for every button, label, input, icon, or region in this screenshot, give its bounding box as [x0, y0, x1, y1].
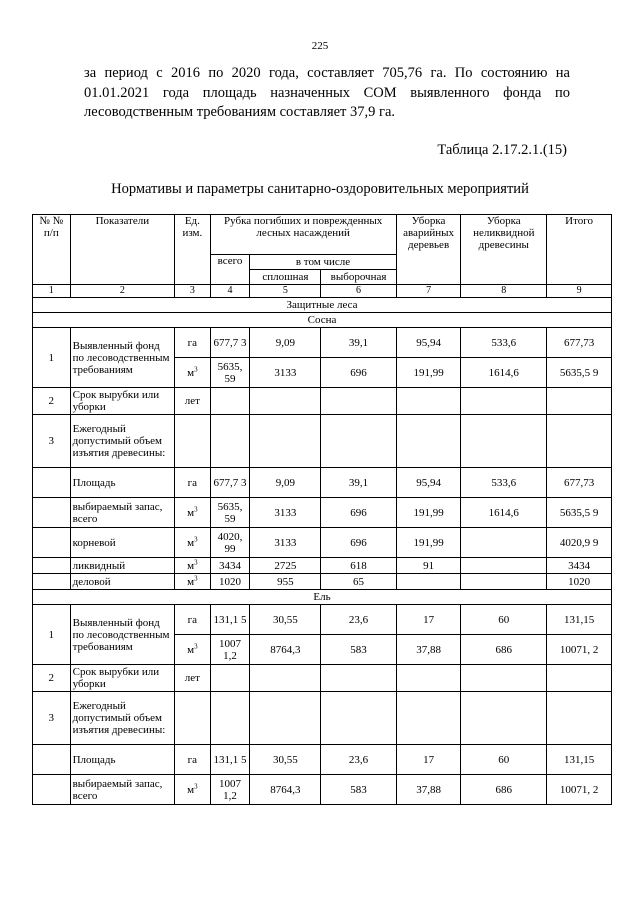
col-number: 8: [461, 285, 547, 298]
row-label: деловой: [70, 574, 175, 590]
value-clear: 3133: [250, 528, 321, 558]
unit: $м^3$: [175, 498, 211, 528]
row-label: выбираемый запас, всего: [70, 775, 175, 805]
table-label: Таблица 2.17.2.1.(15): [437, 142, 567, 158]
header-windfall: Уборка аварийных деревьев: [396, 215, 461, 285]
value-windfall: 91: [396, 558, 461, 574]
value-sum: 1020: [547, 574, 612, 590]
header-total: Итого: [547, 215, 612, 285]
col-number: 7: [396, 285, 461, 298]
row-num: 3: [33, 415, 71, 468]
value-sum: 10071, 2: [547, 635, 612, 665]
row-num: 3: [33, 692, 71, 745]
species-row: Ель: [33, 590, 612, 605]
value-selective: 696: [321, 498, 396, 528]
unit: $м^3$: [175, 358, 211, 388]
value-selective: 39,1: [321, 328, 396, 358]
value-sum: 131,15: [547, 605, 612, 635]
intro-line-2: 01.01.2021 года площадь назначенных СОМ выявленного фонда по: [84, 84, 570, 101]
row-label: Ежегодный допустимый объем изъятия древесины:: [70, 692, 175, 745]
page-number: 225: [311, 40, 329, 52]
row-label: Срок вырубки или уборки: [70, 665, 175, 692]
value-clear: 3133: [250, 498, 321, 528]
value-total: 4020, 99: [210, 528, 250, 558]
value-illiquid: 1614,6: [461, 358, 547, 388]
unit: лет: [175, 388, 211, 415]
unit: га: [175, 468, 211, 498]
value-clear: 30,55: [250, 605, 321, 635]
value-illiquid: 1614,6: [461, 498, 547, 528]
value-total: 5635, 59: [210, 498, 250, 528]
value-total: 131,1 5: [210, 605, 250, 635]
row-label: Выявленный фонд по лесоводственным требованиям: [70, 328, 175, 388]
value-sum: 131,15: [547, 745, 612, 775]
value-sum: 10071, 2: [547, 775, 612, 805]
value-sum: 677,73: [547, 468, 612, 498]
value-selective: 39,1: [321, 468, 396, 498]
value-total: 677,7 3: [210, 468, 250, 498]
col-number: 9: [547, 285, 612, 298]
value-selective: 23,6: [321, 605, 396, 635]
value-selective: 65: [321, 574, 396, 590]
row-num: 1: [33, 328, 71, 388]
data-table: [32, 214, 612, 805]
col-number: 1: [33, 285, 71, 298]
value-illiquid: 533,6: [461, 328, 547, 358]
unit: га: [175, 745, 211, 775]
value-selective: 23,6: [321, 745, 396, 775]
table-title: Нормативы и параметры санитарно-оздоровительных мероприятий: [111, 181, 529, 197]
value-sum: 677,73: [547, 328, 612, 358]
intro-line-3: лесоводственным требованиям составляет 37,9 га.: [84, 104, 396, 120]
value-windfall: 17: [396, 605, 461, 635]
value-total: 1007 1,2: [210, 775, 250, 805]
value-clear: 2725: [250, 558, 321, 574]
unit: га: [175, 328, 211, 358]
value-clear: 9,09: [250, 328, 321, 358]
value-illiquid: [461, 558, 547, 574]
value-illiquid: 60: [461, 605, 547, 635]
value-total: 5635, 59: [210, 358, 250, 388]
value-selective: 696: [321, 358, 396, 388]
row-label: корневой: [70, 528, 175, 558]
col-number: 5: [250, 285, 321, 298]
intro-paragraph: [84, 64, 570, 123]
species-row: Сосна: [33, 313, 612, 328]
col-number: 4: [210, 285, 250, 298]
value-sum: 3434: [547, 558, 612, 574]
value-selective: 583: [321, 635, 396, 665]
value-windfall: 191,99: [396, 528, 461, 558]
header-unit: Ед. изм.: [175, 215, 211, 285]
header-felling: Рубка погибших и поврежденных лесных насаждений: [210, 215, 396, 255]
unit: $м^3$: [175, 574, 211, 590]
header-including: в том числе: [250, 255, 396, 270]
value-windfall: 37,88: [396, 635, 461, 665]
value-illiquid: [461, 574, 547, 590]
row-label: выбираемый запас, всего: [70, 498, 175, 528]
value-total: 677,7 3: [210, 328, 250, 358]
value-sum: 5635,5 9: [547, 498, 612, 528]
row-label: Выявленный фонд по лесоводственным требованиям: [70, 605, 175, 665]
value-illiquid: 686: [461, 635, 547, 665]
value-windfall: 95,94: [396, 328, 461, 358]
value-illiquid: [461, 528, 547, 558]
row-label: Ежегодный допустимый объем изъятия древесины:: [70, 415, 175, 468]
unit: $м^3$: [175, 528, 211, 558]
unit: лет: [175, 665, 211, 692]
unit: $м^3$: [175, 558, 211, 574]
row-num: 1: [33, 605, 71, 665]
row-label: Срок вырубки или уборки: [70, 388, 175, 415]
header-selective: выборочная: [321, 270, 396, 285]
value-sum: 4020,9 9: [547, 528, 612, 558]
value-clear: 955: [250, 574, 321, 590]
value-clear: 8764,3: [250, 775, 321, 805]
header-total-all: всего: [210, 255, 250, 285]
value-sum: 5635,5 9: [547, 358, 612, 388]
value-illiquid: 60: [461, 745, 547, 775]
row-label: Площадь: [70, 468, 175, 498]
value-windfall: 17: [396, 745, 461, 775]
value-windfall: 191,99: [396, 498, 461, 528]
value-illiquid: 533,6: [461, 468, 547, 498]
intro-line-1: за период с 2016 по 2020 года, составляет 705,76 га. По состоянию на: [84, 65, 570, 81]
row-label: ликвидный: [70, 558, 175, 574]
value-clear: 30,55: [250, 745, 321, 775]
value-clear: 3133: [250, 358, 321, 388]
section-row: Защитные леса: [33, 298, 612, 313]
header-illiquid: Уборка неликвидной древесины: [461, 215, 547, 285]
value-selective: 696: [321, 528, 396, 558]
row-num: 2: [33, 388, 71, 415]
col-number: 3: [175, 285, 211, 298]
value-clear: 9,09: [250, 468, 321, 498]
value-clear: 8764,3: [250, 635, 321, 665]
value-total: 3434: [210, 558, 250, 574]
header-indicators: Показатели: [70, 215, 175, 285]
header-clear: сплошная: [250, 270, 321, 285]
unit: $м^3$: [175, 775, 211, 805]
header-num: № № п/п: [33, 215, 71, 285]
value-selective: 583: [321, 775, 396, 805]
row-label: Площадь: [70, 745, 175, 775]
unit: $м^3$: [175, 635, 211, 665]
col-number: 6: [321, 285, 396, 298]
value-total: 1007 1,2: [210, 635, 250, 665]
unit: га: [175, 605, 211, 635]
value-illiquid: 686: [461, 775, 547, 805]
value-windfall: [396, 574, 461, 590]
row-num: 2: [33, 665, 71, 692]
value-windfall: 95,94: [396, 468, 461, 498]
col-number: 2: [70, 285, 175, 298]
value-total: 1020: [210, 574, 250, 590]
value-windfall: 37,88: [396, 775, 461, 805]
value-windfall: 191,99: [396, 358, 461, 388]
value-total: 131,1 5: [210, 745, 250, 775]
value-selective: 618: [321, 558, 396, 574]
